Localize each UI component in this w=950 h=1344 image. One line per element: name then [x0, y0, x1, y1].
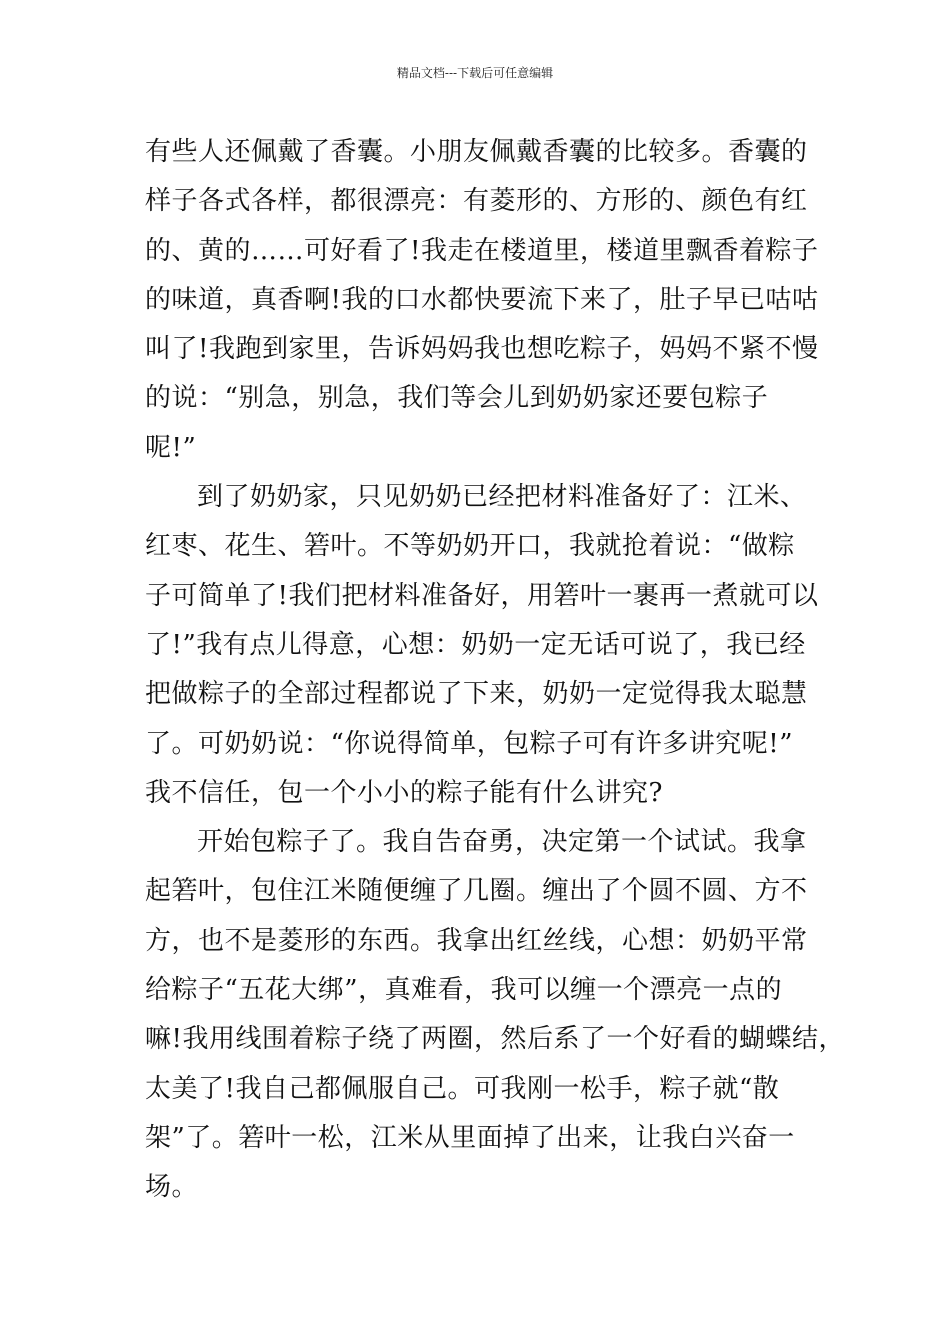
text-line: 子可简单了!我们把材料准备好，用箬叶一裹再一煮就可以 [145, 580, 819, 611]
page-header: 精品文档---下载后可任意编辑 [396, 66, 554, 80]
text-line: 呢!” [145, 432, 197, 463]
text-line: 叫了!我跑到家里，告诉妈妈我也想吃粽子，妈妈不紧不慢 [145, 334, 819, 365]
text-line: 我不信任，包一个小小的粽子能有什么讲究? [145, 777, 663, 808]
text-line: 方，也不是菱形的东西。我拿出红丝线，心想：奶奶平常 [145, 925, 808, 956]
paragraph-2 [145, 473, 819, 818]
text-line: 到了奶奶家，只见奶奶已经把材料准备好了：江米、 [197, 482, 807, 513]
text-line: 的味道，真香啊!我的口水都快要流下来了，肚子早已咕咕 [145, 284, 819, 315]
text-line: 了。可奶奶说：“你说得简单，包粽子可有许多讲究呢!” [145, 728, 794, 759]
text-line: 样子各式各样，都很漂亮：有菱形的、方形的、颜色有红 [145, 186, 808, 217]
text-line: 了!”我有点儿得意，心想：奶奶一定无话可说了，我已经 [145, 629, 806, 660]
text-line: 红枣、花生、箬叶。不等奶奶开口，我就抢着说：“做粽 [145, 531, 795, 562]
text-line: 起箬叶，包住江米随便缠了几圈。缠出了个圆不圆、方不 [145, 876, 808, 907]
text-line: 的、黄的……可好看了!我走在楼道里，楼道里飘香着粽子 [145, 235, 819, 266]
text-line: 有些人还佩戴了香囊。小朋友佩戴香囊的比较多。香囊的 [145, 137, 808, 167]
text-line: 的说：“别急，别急，我们等会儿到奶奶家还要包粽子 [145, 383, 769, 414]
text-line: 太美了!我自己都佩服自己。可我刚一松手，粽子就“散 [145, 1073, 780, 1104]
text-line: 场。 [145, 1172, 199, 1203]
text-line: 把做粽子的全部过程都说了下来，奶奶一定觉得我太聪慧 [145, 679, 808, 710]
paragraph-3 [145, 818, 845, 1212]
document-body [145, 128, 845, 1213]
text-line: 开始包粽子了。我自告奋勇，决定第一个试试。我拿 [197, 827, 807, 858]
text-line: 给粽子“五花大绑”，真难看，我可以缠一个漂亮一点的 [145, 975, 783, 1006]
text-line: 架”了。箬叶一松，江米从里面掉了出来，让我白兴奋一 [145, 1122, 795, 1153]
paragraph-1 [145, 128, 819, 473]
text-line: 嘛!我用线围着粽子绕了两圈，然后系了一个好看的蝴蝶结， [145, 1024, 845, 1055]
